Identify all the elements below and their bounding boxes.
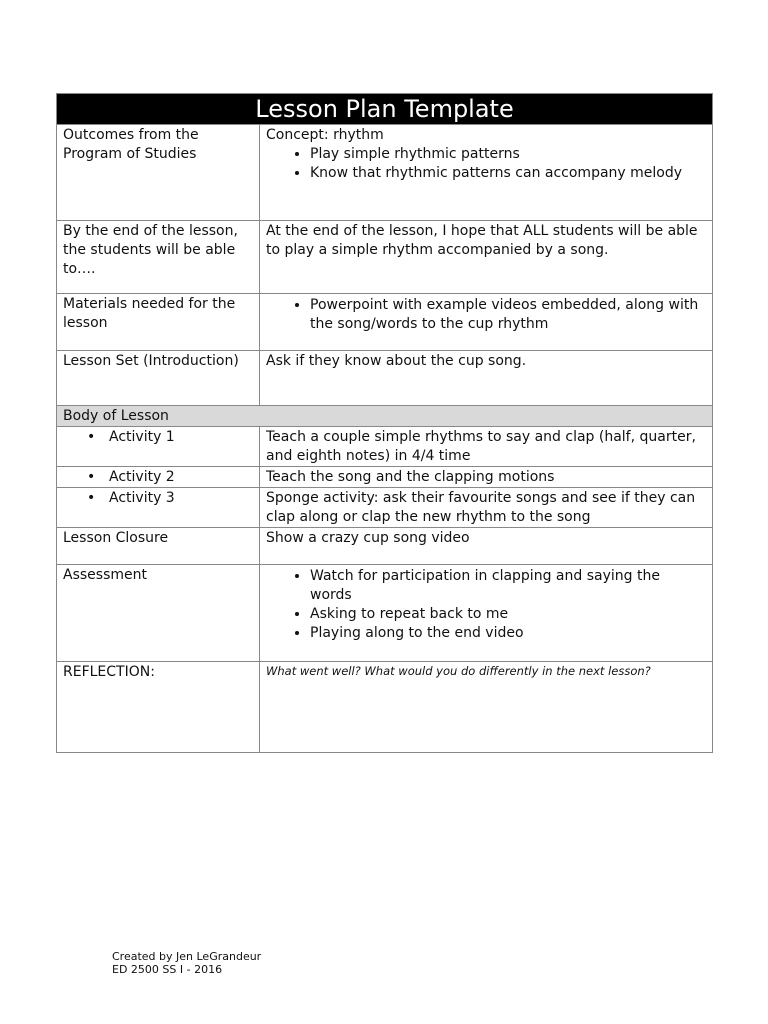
footer-author: Created by Jen LeGrandeur — [112, 950, 262, 963]
lesson-plan-document — [56, 93, 712, 753]
activity-label: Activity 2 — [109, 469, 175, 485]
assessment-bullet: • Watch for participation in clapping and saying the words — [310, 567, 706, 605]
activity-label-cell — [57, 427, 260, 467]
title-row — [57, 94, 713, 125]
assessment-bullet: • Asking to repeat back to me — [310, 605, 706, 624]
assessment-row — [57, 565, 713, 662]
activity-text: Sponge activity: ask their favourite songs and see if they can clap along or clap the new rhythm to the song — [260, 488, 713, 528]
objectives-text: At the end of the lesson, I hope that ALL students will be able to play a simple rhythm accompanied by a song. — [260, 221, 713, 294]
assessment-content — [260, 565, 713, 662]
activity-row — [57, 467, 713, 488]
body-of-lesson-row — [57, 406, 713, 427]
lesson-plan-table — [56, 93, 713, 753]
materials-content — [260, 294, 713, 351]
assessment-list — [266, 566, 706, 643]
lesson-set-text: Ask if they know about the cup song. — [260, 351, 713, 406]
activity-text: Teach a couple simple rhythms to say and clap (half, quarter, and eighth notes) in 4/4 time — [260, 427, 713, 467]
closure-text: Show a crazy cup song video — [260, 528, 713, 565]
outcomes-content — [260, 125, 713, 221]
outcomes-row — [57, 125, 713, 221]
materials-list — [266, 295, 706, 334]
bullet-icon: • — [87, 429, 96, 445]
objectives-row — [57, 221, 713, 294]
outcomes-label: Outcomes from the Program of Studies — [57, 125, 260, 221]
outcome-bullet: • Play simple rhythmic patterns — [310, 145, 706, 164]
concept-text: Concept: rhythm — [266, 127, 384, 143]
reflection-row — [57, 662, 713, 753]
outcomes-list — [266, 145, 706, 183]
material-bullet: • Powerpoint with example videos embedded, along with the song/words to the cup rhythm — [310, 296, 706, 334]
lesson-set-label: Lesson Set (Introduction) — [57, 351, 260, 406]
materials-row — [57, 294, 713, 351]
document-title: Lesson Plan Template — [57, 94, 713, 125]
assessment-label: Assessment — [57, 565, 260, 662]
footer-course: ED 2500 SS I - 2016 — [112, 963, 223, 976]
assessment-bullet: • Playing along to the end video — [310, 624, 706, 643]
closure-row — [57, 528, 713, 565]
materials-label: Materials needed for the lesson — [57, 294, 260, 351]
activity-label: Activity 3 — [109, 490, 175, 506]
activity-text: Teach the song and the clapping motions — [260, 467, 713, 488]
lesson-set-row — [57, 351, 713, 406]
bullet-icon: • — [87, 469, 96, 485]
activity-label: Activity 1 — [109, 429, 175, 445]
outcome-bullet: • Know that rhythmic patterns can accompany melody — [310, 164, 706, 183]
activity-label-cell — [57, 488, 260, 528]
activity-row — [57, 488, 713, 528]
closure-label: Lesson Closure — [57, 528, 260, 565]
body-of-lesson-label: Body of Lesson — [57, 406, 713, 427]
reflection-prompt: What went well? What would you do differently in the next lesson? — [260, 662, 713, 753]
reflection-label: REFLECTION: — [57, 662, 260, 753]
objectives-label: By the end of the lesson, the students will be able to…. — [57, 221, 260, 294]
activity-label-cell — [57, 467, 260, 488]
bullet-icon: • — [87, 490, 96, 506]
activity-row — [57, 427, 713, 467]
footer — [112, 950, 261, 976]
